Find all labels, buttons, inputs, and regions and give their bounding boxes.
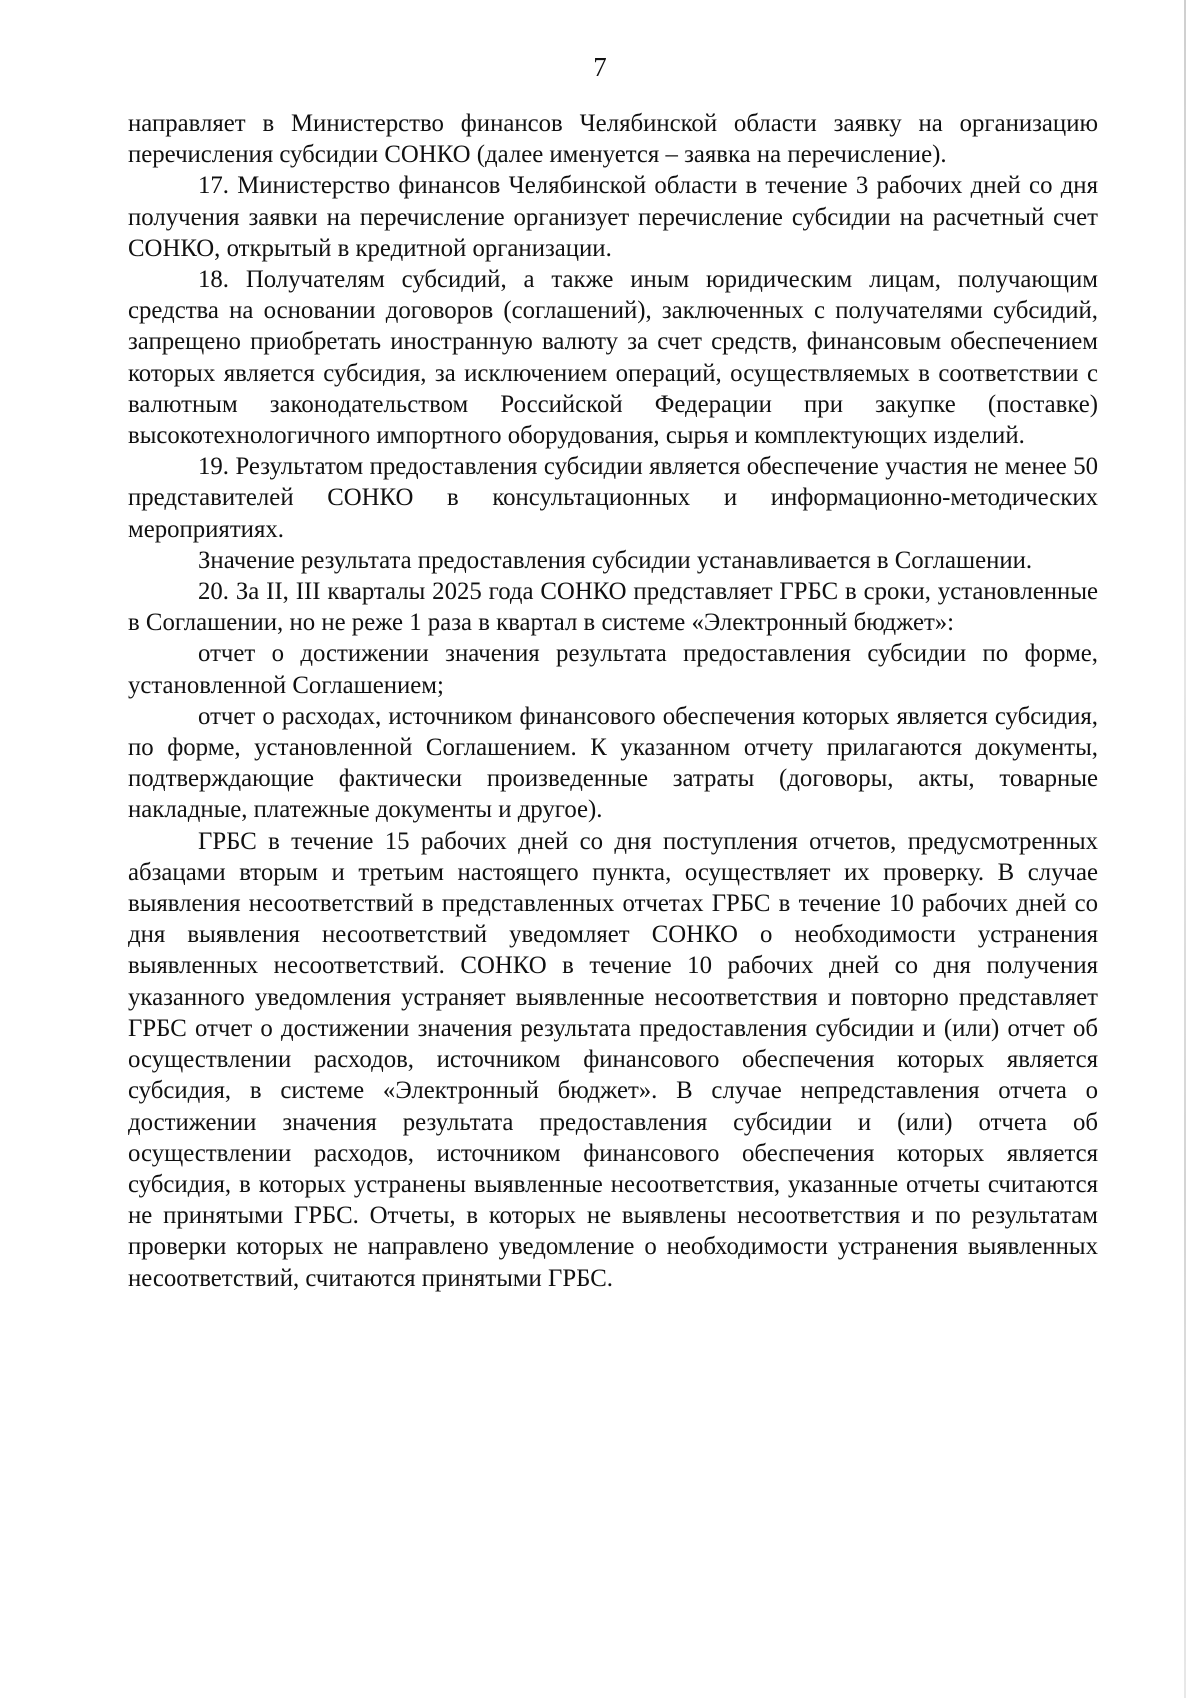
document-body (128, 108, 1098, 1294)
scan-edge-line (1184, 0, 1186, 1698)
paragraph-report-result: отчет о достижении значения результата предоставления субсидии по форме, установленной Соглашением; (128, 640, 1098, 699)
paragraph-item-17: 17. Министерство финансов Челябинской области в течение 3 рабочих дней со дня получения заявки на перечисление организует перечисление субсидии на расчетный счет СОНКО, открытый в кредитной организации. (128, 172, 1098, 262)
paragraph-item-19: 19. Результатом предоставления субсидии является обеспечение участия не менее 50 представителей СОНКО в консультационных и информационно-методических мероприятиях. (128, 453, 1098, 543)
page-number: 7 (593, 52, 607, 82)
paragraph-item-18: 18. Получателям субсидий, а также иным юридическим лицам, получающим средства на основании договоров (соглашений), заключенных с получателями субсидий, запрещено приобретать иностранную валюту за счет средств, финансовым обеспечением которых является субсидия, за исключением операций, осуществляемых в соответствии с валютным законодательством Российской Федерации при закупке (поставке) высокотехнологичного импортного оборудования, сырья и комплектующих изделий. (128, 266, 1098, 450)
paragraph-report-expenses: отчет о расходах, источником финансового обеспечения которых является субсидия, по форме, установленной Соглашением. К указанном отчету прилагаются документы, подтверждающие фактически произведенные затраты (договоры, акты, товарные накладные, платежные документы и другое). (128, 702, 1098, 824)
paragraph-item-20: 20. За II, III кварталы 2025 года СОНКО представляет ГРБС в сроки, установленные в Соглашении, но не реже 1 раза в квартал в системе «Электронный бюджет»: (128, 578, 1098, 637)
paragraph-result-value: Значение результата предоставления субсидии устанавливается в Соглашении. (198, 546, 1033, 574)
paragraph-grbs-review: ГРБС в течение 15 рабочих дней со дня поступления отчетов, предусмотренных абзацами вторым и третьим настоящего пункта, осуществляет их проверку. В случае выявления несоответствий в представленных отчетах ГРБС в течение 10 рабочих дней со дня выявления несоответствий уведомляет СОНКО о необходимости устранения выявленных несоответствий. СОНКО в течение 10 рабочих дней со дня получения указанного уведомления устраняет выявленные несоответствия и повторно представляет ГРБС отчет о достижении значения результата предоставления субсидии и (или) отчет об осуществлении расходов, источником финансового обеспечения которых является субсидия, в системе «Электронный бюджет». В случае непредставления отчета о достижении значения результата предоставления субсидии и (или) отчета об осуществлении расходов, источником финансового обеспечения которых является субсидия, в которых устранены выявленные несоответствия, указанные отчеты считаются не принятыми ГРБС. Отчеты, в которых не выявлены несоответствия и по результатам проверки которых не направлено уведомление о необходимости устранения выявленных несоответствий, считаются принятыми ГРБС. (128, 827, 1098, 1292)
paragraph-continuation: направляет в Министерство финансов Челябинской области заявку на организацию перечисления субсидии СОНКО (далее именуется – заявка на перечисление). (128, 110, 1098, 169)
